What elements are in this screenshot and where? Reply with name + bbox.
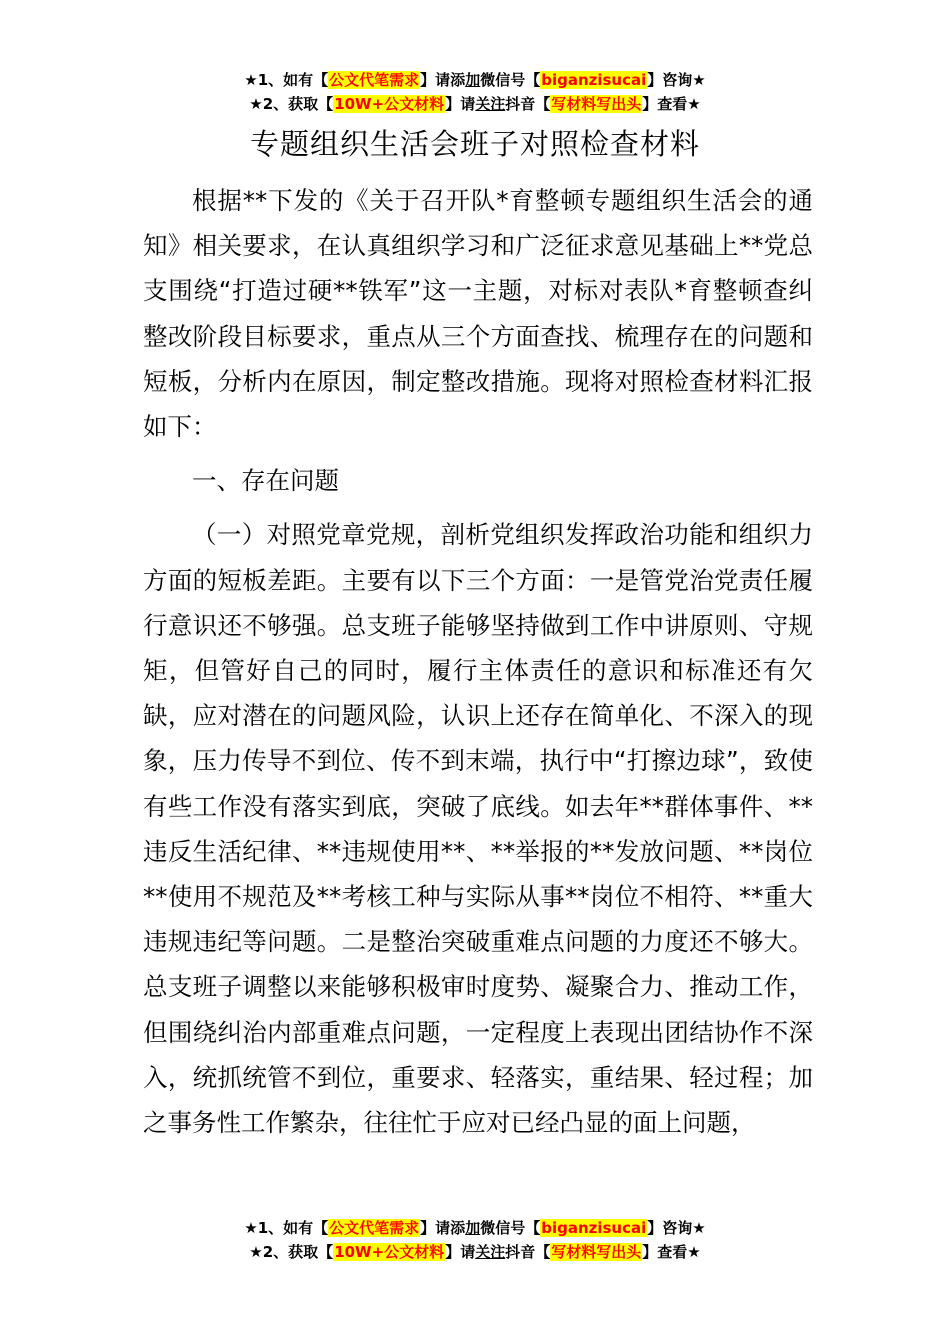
banner-text: ★2、获取【 xyxy=(249,95,334,113)
banner-text: 抖音【 xyxy=(505,1243,551,1261)
document-body xyxy=(143,178,813,1145)
banner-text: 】请添 xyxy=(420,1219,466,1237)
banner-highlight-materials: 10W+公文材料 xyxy=(334,1243,445,1261)
footer-banner xyxy=(0,1216,950,1264)
banner-underlined-text: 加 xyxy=(465,1219,481,1237)
banner-highlight-account: 写材料写出头 xyxy=(551,95,642,113)
banner-text: 】查看★ xyxy=(642,1243,701,1261)
footer-banner-line-1 xyxy=(0,1216,950,1240)
banner-text: 】咨询★ xyxy=(647,1219,706,1237)
header-banner xyxy=(0,68,950,116)
banner-text: 】咨询★ xyxy=(647,71,706,89)
banner-highlight-service: 公文代笔需求 xyxy=(329,1219,420,1237)
banner-text: 微信号【 xyxy=(480,71,541,89)
banner-text: 抖音【 xyxy=(505,95,551,113)
banner-text: 】请 xyxy=(445,95,476,113)
header-banner-line-1 xyxy=(0,68,950,92)
banner-underlined-text: 加 xyxy=(465,71,481,89)
banner-text: 微信号【 xyxy=(480,1219,541,1237)
intro-paragraph: 根据**下发的《关于召开队*育整顿专题组织生活会的通知》相关要求，在认真组织学习和广泛征求意见基础上**党总支围绕“打造过硬**铁军”这一主题，对标对表队*育整顿查纠整改阶段目标要求，重点从三个方面查找、梳理存在的问题和短板，分析内在原因，制定整改措施。现将对照检查材料汇报如下： xyxy=(143,186,813,442)
banner-underlined-text: 关注 xyxy=(475,95,506,113)
section-paragraph: （一）对照党章党规，剖析党组织发挥政治功能和组织力方面的短板差距。主要有以下三个方面：一是管党治党责任履行意识还不够强。总支班子能够坚持做到工作中讲原则、守规矩，但管好自己的同时，履行主体责任的意识和标准还有欠缺，应对潜在的问题风险，认识上还存在简单化、不深入的现象，压力传导不到位、传不到末端，执行中“打擦边球”，致使有些工作没有落实到底，突破了底线。如去年**群体事件、**违反生活纪律、**违规使用**、**举报的**发放问题、**岗位**使用不规范及**考核工种与实际从事**岗位不相符、**重大违规违纪等问题。二是整治突破重难点问题的力度还不够大。总支班子调整以来能够积极审时度势、凝聚合力、推动工作，但围绕纠治内部重难点问题，一定程度上表现出团结协作不深入，统抓统管不到位，重要求、轻落实，重结果、轻过程；加之事务性工作繁杂，往往忙于应对已经凸显的面上问题， xyxy=(143,520,813,1138)
banner-text: ★2、获取【 xyxy=(249,1243,334,1261)
banner-text: ★1、如有【 xyxy=(244,71,329,89)
document-title: 专题组织生活会班子对照检查材料 xyxy=(249,127,700,161)
banner-text: 】查看★ xyxy=(642,95,701,113)
banner-highlight-service: 公文代笔需求 xyxy=(329,71,420,89)
banner-text: 】请 xyxy=(445,1243,476,1261)
section-heading: 一、存在问题 xyxy=(192,466,339,496)
banner-text: 】请添 xyxy=(420,71,466,89)
banner-highlight-wechat-id: biganzisucai xyxy=(541,71,647,89)
banner-underlined-text: 关注 xyxy=(475,1243,506,1261)
footer-banner-line-2 xyxy=(0,1240,950,1264)
banner-text: ★1、如有【 xyxy=(244,1219,329,1237)
banner-highlight-account: 写材料写出头 xyxy=(551,1243,642,1261)
header-banner-line-2 xyxy=(0,92,950,116)
banner-highlight-materials: 10W+公文材料 xyxy=(334,95,445,113)
banner-highlight-wechat-id: biganzisucai xyxy=(541,1219,647,1237)
